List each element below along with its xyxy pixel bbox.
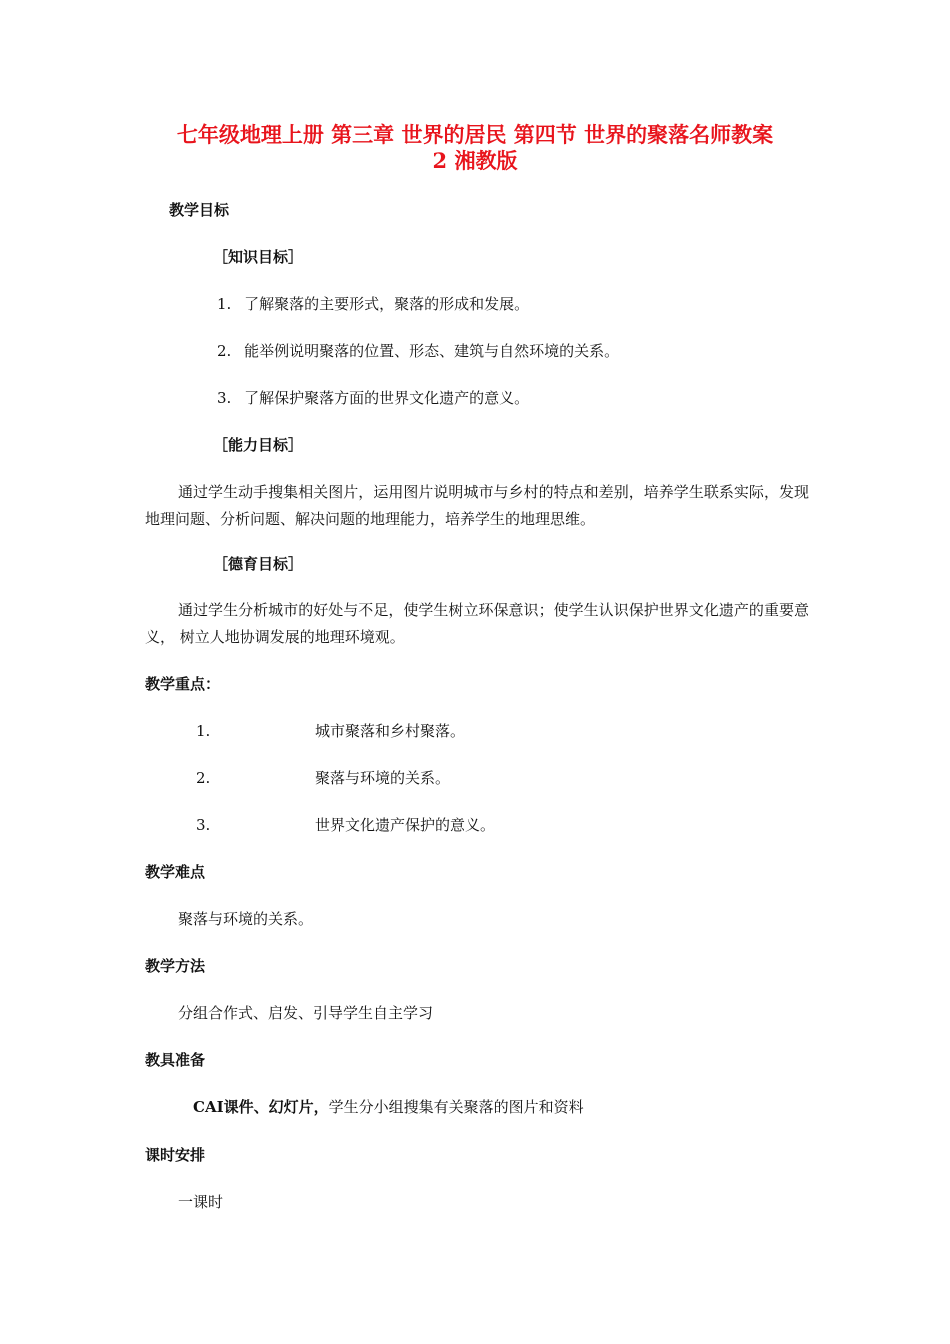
title-line-2: 2 湘教版 xyxy=(432,148,518,173)
knowledge-item xyxy=(217,341,619,361)
knowledge-item xyxy=(217,294,529,314)
item-number: 1. xyxy=(217,295,232,313)
heading-moral-goals: ［德育目标］ xyxy=(213,555,304,573)
heading-knowledge-goals: ［知识目标］ xyxy=(213,248,304,266)
key-item-text: 聚落与环境的关系。 xyxy=(315,769,451,787)
heading-schedule: 课时安排 xyxy=(145,1146,206,1164)
heading-key-points: 教学重点： xyxy=(145,675,221,693)
tools-text xyxy=(193,1097,584,1117)
tools-bold-text: CAI课件、幻灯片， xyxy=(193,1098,329,1116)
item-number: 2. xyxy=(217,342,232,360)
schedule-text: 一课时 xyxy=(178,1193,224,1211)
title-line-1: 七年级地理上册 第三章 世界的居民 第四节 世界的聚落名师教案 xyxy=(176,122,774,147)
knowledge-item xyxy=(217,388,529,408)
difficulty-text: 聚落与环境的关系。 xyxy=(178,910,314,928)
key-item-number: 2. xyxy=(196,769,211,787)
key-item-text: 城市聚落和乡村聚落。 xyxy=(315,722,466,740)
key-item-number: 3. xyxy=(196,816,211,834)
heading-difficulty: 教学难点 xyxy=(145,863,206,881)
item-text: 能举例说明聚落的位置、形态、建筑与自然环境的关系。 xyxy=(244,342,620,360)
document-title xyxy=(120,122,830,174)
key-item-number: 1. xyxy=(196,722,211,740)
heading-ability-goals: ［能力目标］ xyxy=(213,436,304,454)
moral-paragraph: 通过学生分析城市的好处与不足，使学生树立环保意识；使学生认识保护世界文化遗产的重要意义， 树立人地协调发展的地理环境观。 xyxy=(145,601,809,646)
ability-paragraph: 通过学生动手搜集相关图片，运用图片说明城市与乡村的特点和差别，培养学生联系实际，发现地理问题、分析问题、解决问题的地理能力，培养学生的地理思维。 xyxy=(145,483,809,528)
heading-teaching-goals: 教学目标 xyxy=(169,201,230,219)
item-text: 了解聚落的主要形式，聚落的形成和发展。 xyxy=(244,295,530,313)
heading-tools: 教具准备 xyxy=(145,1051,206,1069)
key-item-text: 世界文化遗产保护的意义。 xyxy=(315,816,496,834)
item-text: 了解保护聚落方面的世界文化遗产的意义。 xyxy=(244,389,530,407)
tools-plain-text: 学生分小组搜集有关聚落的图片和资料 xyxy=(328,1098,584,1116)
heading-method: 教学方法 xyxy=(145,957,206,975)
method-text: 分组合作式、启发、引导学生自主学习 xyxy=(178,1004,434,1022)
item-number: 3. xyxy=(217,389,232,407)
